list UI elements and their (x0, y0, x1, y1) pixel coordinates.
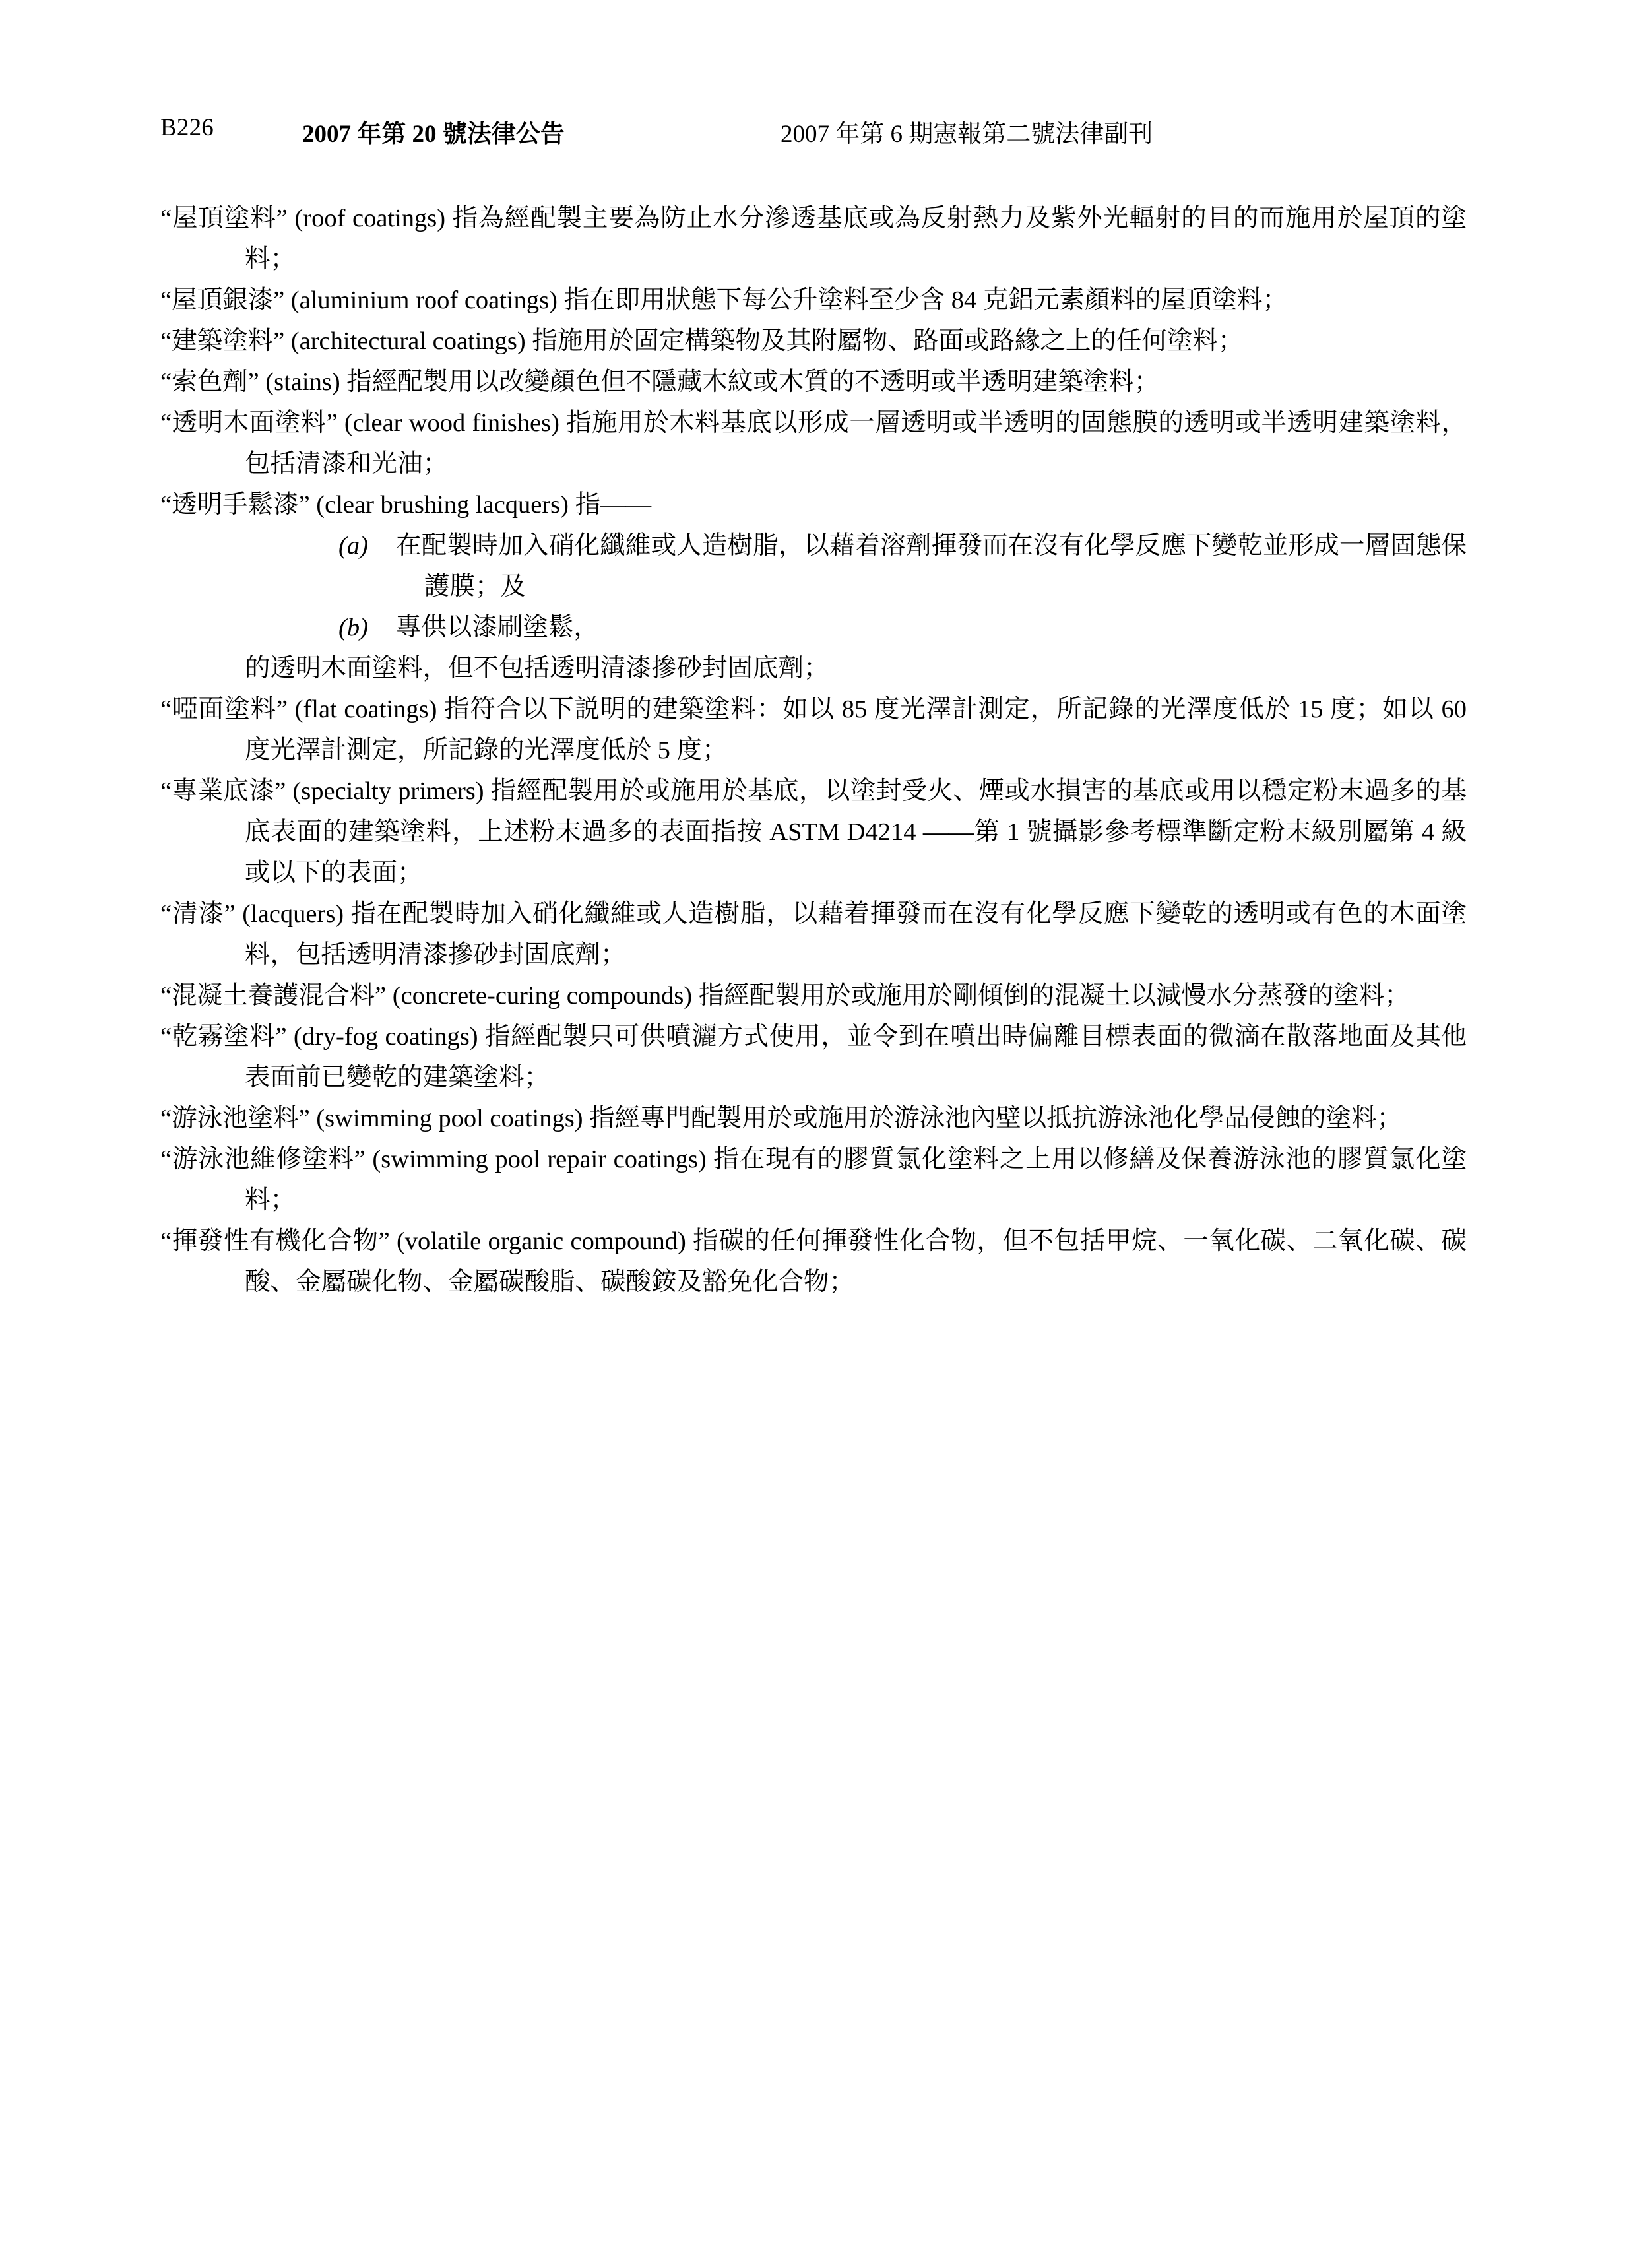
sub-item (160, 607, 1467, 648)
definition-entry: “乾霧塗料” (dry-fog coatings) 指經配製只可供噴灑方式使用，並令到在噴出時偏離目標表面的微滴在散落地面及其他表面前已變乾的建築塗料； (160, 1023, 1467, 1091)
header-page-number: B226 (160, 114, 214, 141)
sub-item-label: (a) (338, 532, 368, 560)
header-gazette-title: 2007 年第 6 期憲報第二號法律副刊 (781, 121, 1153, 148)
definition-entry: “屋頂銀漆” (aluminium roof coatings) 指在即用狀態下每公升塗料至少含 84 克鋁元素顏料的屋頂塗料； (160, 286, 1288, 314)
sub-item (160, 525, 1467, 607)
definition-entry: “專業底漆” (specialty primers) 指經配製用於或施用於基底，以塗封受火、煙或水損害的基底或用以穩定粉末過多的基底表面的建築塗料，上述粉末過多的表面指按 ASTM D4214 ——第 1 號攝影參考標準斷定粉末級別屬第 4 級或以下的表面； (160, 777, 1467, 887)
definition-entry: “透明手鬆漆” (clear brushing lacquers) 指—— (160, 491, 652, 519)
definition-entry: “屋頂塗料” (roof coatings) 指為經配製主要為防止水分滲透基底或為反射熱力及紫外光輻射的目的而施用於屋頂的塗料； (160, 205, 1467, 273)
definition-entry: “清漆” (lacquers) 指在配製時加入硝化纖維或人造樹脂，以藉着揮發而在沒有化學反應下變乾的透明或有色的木面塗料，包括透明清漆摻砂封固底劑； (160, 900, 1467, 969)
sub-item-text: 專供以漆刷塗鬆， (395, 614, 599, 641)
definitions-list (160, 198, 1467, 1303)
definition-entry: “透明木面塗料” (clear wood finishes) 指施用於木料基底以形成一層透明或半透明的固態膜的透明或半透明建築塗料，包括清漆和光油； (160, 409, 1467, 478)
definition-entry: “啞面塗料” (flat coatings) 指符合以下説明的建築塗料：如以 85 度光澤計測定，所記錄的光澤度低於 15 度；如以 60 度光澤計測定，所記錄的光澤度低於 5 度； (160, 696, 1467, 764)
definition-entry: “揮發性有機化合物” (volatile organic compound) 指碳的任何揮發性化合物，但不包括甲烷、一氧化碳、二氧化碳、碳酸、金屬碳化物、金屬碳酸脂、碳酸銨及豁免化合物； (160, 1227, 1467, 1296)
definition-entry: “游泳池維修塗料” (swimming pool repair coatings) 指在現有的膠質氯化塗料之上用以修繕及保養游泳池的膠質氯化塗料； (160, 1146, 1467, 1214)
sub-item-text: 在配製時加入硝化纖維或人造樹脂，以藉着溶劑揮發而在沒有化學反應下變乾並形成一層固態保護膜；及 (395, 532, 1467, 600)
page-header (160, 113, 1467, 148)
definition-entry: “建築塗料” (architectural coatings) 指施用於固定構築物及其附屬物、路面或路緣之上的任何塗料； (160, 327, 1244, 355)
definition-entry: “游泳池塗料” (swimming pool coatings) 指經專門配製用於或施用於游泳池內壁以抵抗游泳池化學品侵蝕的塗料； (160, 1105, 1403, 1132)
sub-item-label: (b) (338, 614, 368, 641)
definition-entry: “混凝土養護混合料” (concrete-curing compounds) 指經配製用於或施用於剛傾倒的混凝土以減慢水分蒸發的塗料； (160, 982, 1410, 1010)
definition-entry: “索色劑” (stains) 指經配製用以改變顏色但不隱藏木紋或木質的不透明或半透明建築塗料； (160, 368, 1160, 396)
sub-items-tail: 的透明木面塗料，但不包括透明清漆摻砂封固底劑； (245, 655, 829, 682)
header-legal-notice-title: 2007 年第 20 號法律公告 (302, 121, 565, 148)
